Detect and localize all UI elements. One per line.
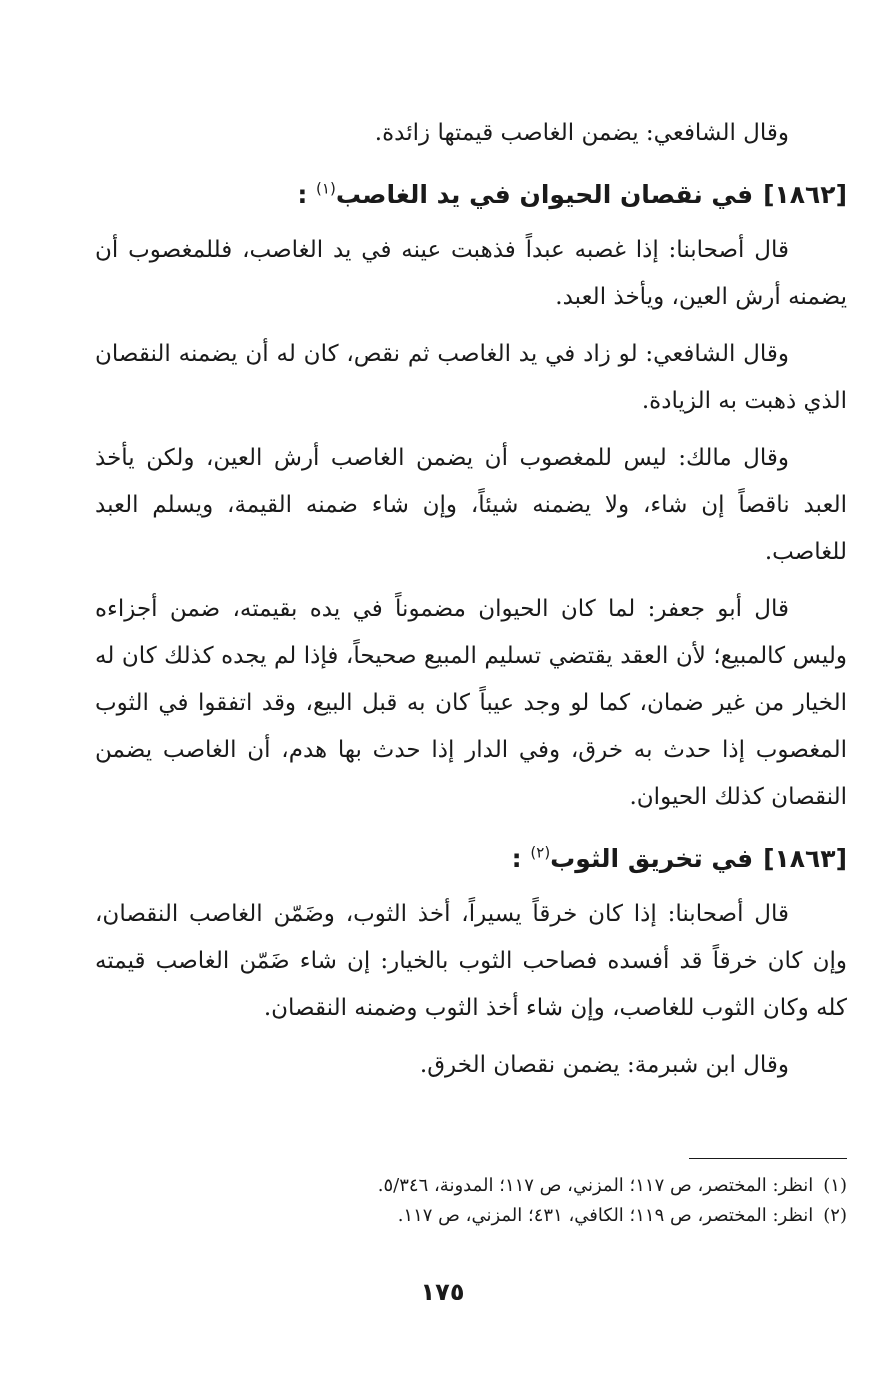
section-number: [١٨٦٢] [763, 180, 847, 209]
heading-colon: : [511, 844, 522, 873]
main-text [95, 110, 847, 1099]
paragraph-ashabuna-1: قال أصحابنا: إذا غصبه عبداً فذهبت عينه في يد الغاصب، فللمغصوب أن يضمنه أرش العين، ويأخذ العبد. [95, 237, 847, 310]
paragraph-shafii: وقال الشافعي: لو زاد في يد الغاصب ثم نقص، كان له أن يضمنه النقصان الذي ذهبت به الزيادة. [95, 341, 847, 414]
section-heading-1863 [95, 839, 847, 879]
section-number: [١٨٦٣] [763, 844, 847, 873]
footnote-1 [95, 1171, 847, 1201]
paragraph-shafii-value: وقال الشافعي: يضمن الغاصب قيمتها زائدة. [374, 120, 789, 146]
paragraph-ibn-shubruma: وقال ابن شبرمة: يضمن نقصان الخرق. [419, 1052, 789, 1078]
paragraph-malik: وقال مالك: ليس للمغصوب أن يضمن الغاصب أرش العين، ولكن يأخذ العبد ناقصاً إن شاء، ولا يضمنه شيئاً، وإن شاء ضمنه القيمة، ويسلم العبد للغاصب. [95, 445, 847, 565]
footnote-text: انظر: المختصر، ص ١١٧؛ المزني، ص ١١٧؛ المدونة، ٥/٣٤٦. [377, 1175, 814, 1196]
footnote-number: (١) [823, 1175, 847, 1196]
footnote-2 [95, 1201, 847, 1231]
paragraph-ashabuna-2: قال أصحابنا: إذا كان خرقاً يسيراً، أخذ الثوب، وضَمّن الغاصب النقصان، وإن كان خرقاً قد أفسده فصاحب الثوب بالخيار: إن شاء ضَمّن الغاصب قيمته كله وكان الثوب للغاصب، وإن شاء أخذ الثوب وضمنه النقصان. [95, 901, 847, 1021]
page-number: ١٧٥ [420, 1278, 465, 1306]
section-title: في تخريق الثوب [550, 844, 754, 873]
footnote-number: (٢) [823, 1205, 847, 1226]
footnotes [95, 1158, 847, 1231]
footnote-ref: (١) [316, 179, 336, 198]
heading-colon: : [297, 180, 308, 209]
section-title: في نقصان الحيوان في يد الغاصب [335, 180, 754, 209]
section-heading-1862 [95, 175, 847, 215]
footnote-ref: (٢) [530, 843, 551, 862]
footnote-text: انظر: المختصر، ص ١١٩؛ الكافي، ٤٣١؛ المزني، ص ١١٧. [397, 1205, 814, 1226]
paragraph-abu-jafar: قال أبو جعفر: لما كان الحيوان مضموناً في يده بقيمته، ضمن أجزاءه وليس كالمبيع؛ لأن العقد يقتضي تسليم المبيع صحيحاً، فإذا لم يجده كذلك كان له الخيار من غير ضمان، كما لو وجد عيباً كان به قبل البيع، وقد اتفقوا في الثوب المغصوب إذا حدث به خرق، وفي الدار إذا حدث بها هدم، أن الغاصب يضمن النقصان كذلك الحيوان. [95, 596, 847, 810]
footnote-divider [689, 1158, 847, 1159]
